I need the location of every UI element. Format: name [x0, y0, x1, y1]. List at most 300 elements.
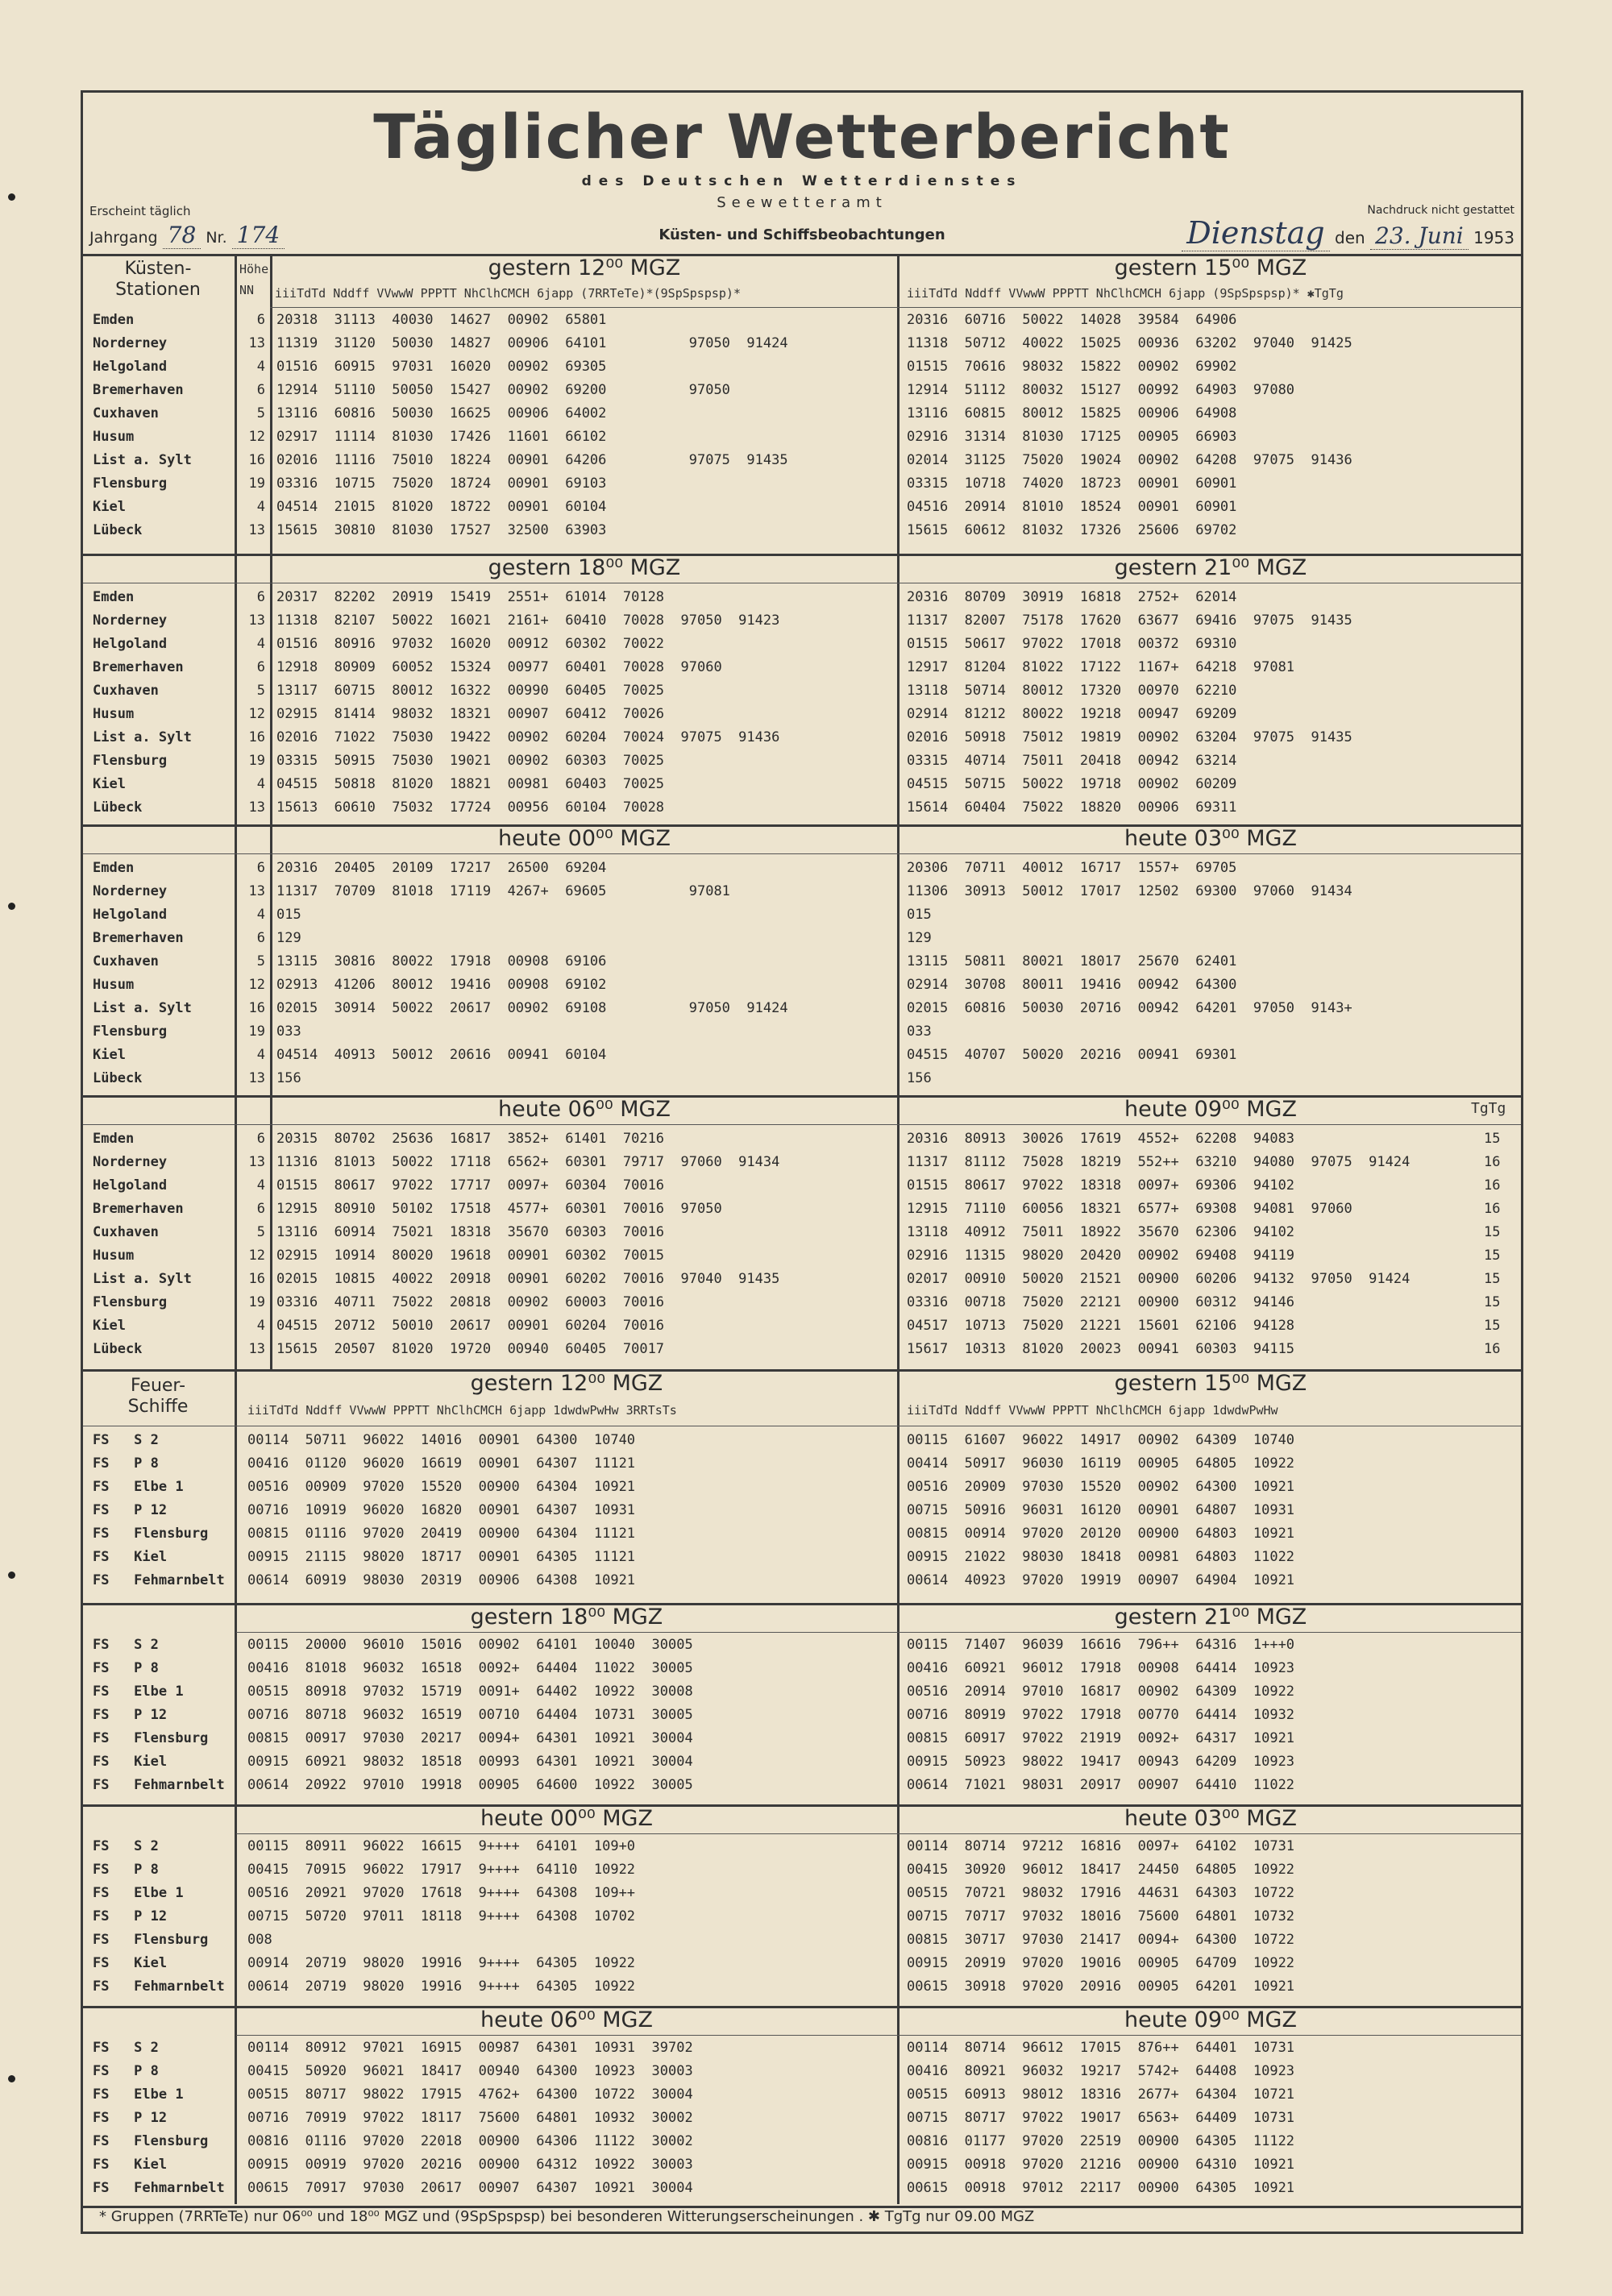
ship-name: FS P 12	[93, 1502, 168, 1518]
station-name: List a. Sylt	[93, 1000, 192, 1016]
height-header: Höhe NN	[239, 262, 269, 297]
tgtg-value: 16	[1484, 1201, 1501, 1217]
tgtg-value: 16	[1484, 1154, 1501, 1170]
station-height: 6	[256, 860, 265, 876]
station-name: Norderney	[93, 883, 168, 899]
observation-row: 00715 50916 96031 16120 00901 64807 10931	[907, 1502, 1295, 1518]
station-name: Flensburg	[93, 1023, 168, 1040]
station-height: 6	[256, 589, 265, 605]
observation-row: 129	[907, 930, 932, 946]
observation-row: 00915 00918 97020 21216 00900 64310 10921	[907, 2157, 1295, 2173]
observation-row: 00914 20719 98020 19916 9++++ 64305 10922	[247, 1955, 636, 1971]
tgtg-value: 15	[1484, 1294, 1501, 1310]
station-height: 12	[248, 429, 265, 445]
ship-name: FS Flensburg	[93, 1730, 209, 1746]
block-title-left: gestern 18⁰⁰ MGZ	[470, 1605, 663, 1630]
observation-row: 13118 50714 80012 17320 00970 62210	[907, 683, 1237, 699]
tgtg-header: TgTg	[1471, 1100, 1506, 1117]
observation-row: 13118 40912 75011 18922 35670 62306 94102	[907, 1224, 1295, 1240]
station-name: Helgoland	[93, 636, 168, 652]
observation-row: 156	[276, 1070, 301, 1086]
report-frame	[81, 90, 1523, 2234]
station-height: 13	[248, 883, 265, 899]
station-height: 16	[248, 1000, 265, 1016]
tgtg-value: 15	[1484, 1271, 1501, 1287]
observation-row: 00915 21115 98020 18717 00901 64305 11121	[247, 1549, 636, 1565]
observation-row: 015	[907, 907, 932, 923]
observation-row: 00614 20922 97010 19918 00905 64600 10922 30005	[247, 1777, 693, 1793]
block-title-right: gestern 15⁰⁰ MGZ	[1114, 255, 1307, 280]
observation-row: 00115 20000 96010 15016 00902 64101 10040 30005	[247, 1637, 693, 1653]
ship-name: FS Flensburg	[93, 1932, 209, 1948]
observation-row: 00416 80921 96032 19217 5742+ 64408 10923	[907, 2063, 1295, 2079]
ships-header: Feuer- Schiffe	[127, 1376, 189, 1417]
column-header-right: iiiTdTd Nddff VVwwW PPPTT NhClhCMCH 6japp 1dwdwPwHw	[907, 1403, 1278, 1418]
station-name: Lübeck	[93, 1070, 143, 1086]
observation-row: 02015 60816 50030 20716 00942 64201 97050 9143+	[907, 1000, 1352, 1016]
ship-name: FS Fehmarnbelt	[93, 1777, 225, 1793]
station-name: Flensburg	[93, 1294, 168, 1310]
observation-row: 00415 50920 96021 18417 00940 64300 10923 30003	[247, 2063, 693, 2079]
observation-row: 02914 30708 80011 19416 00942 64300	[907, 977, 1237, 993]
ship-name: FS P 8	[93, 1862, 159, 1878]
station-name: Kiel	[93, 499, 126, 515]
observation-row: 20318 31113 40030 14627 00902 65801	[276, 312, 607, 328]
observation-row: 00815 01116 97020 20419 00900 64304 11121	[247, 1526, 636, 1542]
ship-name: FS P 8	[93, 1455, 159, 1472]
station-name: Helgoland	[93, 907, 168, 923]
column-rule	[235, 1603, 237, 1804]
station-height: 5	[256, 683, 265, 699]
observation-row: 12914 51112 80032 15127 00992 64903 97080	[907, 382, 1295, 398]
office-name: Seewetteramt	[717, 194, 887, 211]
station-height: 6	[256, 659, 265, 675]
observation-row: 11318 50712 40022 15025 00936 63202 97040 91425	[907, 335, 1352, 351]
column-rule	[235, 1369, 237, 1603]
footnote: * Gruppen (7RRTeTe) nur 06⁰⁰ und 18⁰⁰ MGZ und (9SpSpspsp) bei besonderen Witterungserscheinungen . ✱ TgTg nur 09.00 MGZ	[99, 2208, 1035, 2225]
station-height: 16	[248, 452, 265, 468]
ship-name: FS Elbe 1	[93, 1479, 184, 1495]
ship-name: FS Elbe 1	[93, 2086, 184, 2103]
header-rule	[83, 853, 1521, 854]
observation-row: 033	[276, 1023, 301, 1040]
observation-row: 015	[276, 907, 301, 923]
observation-row: 00416 01120 96020 16619 00901 64307 11121	[247, 1455, 636, 1472]
observation-row: 13116 60815 80012 15825 00906 64908	[907, 405, 1237, 421]
block-title-left: gestern 12⁰⁰ MGZ	[488, 255, 681, 280]
ship-name: FS Flensburg	[93, 1526, 209, 1542]
observation-row: 20316 80913 30026 17619 4552+ 62208 94083	[907, 1131, 1295, 1147]
observation-row: 00715 50720 97011 18118 9++++ 64308 10702	[247, 1908, 636, 1924]
observation-row: 12915 71110 60056 18321 6577+ 69308 94081 97060	[907, 1201, 1352, 1217]
observation-row: 008	[247, 1932, 272, 1948]
observation-row: 04515 20712 50010 20617 00901 60204 70016	[276, 1318, 665, 1334]
observation-row: 00115 61607 96022 14917 00902 64309 10740	[907, 1432, 1295, 1448]
observation-row: 00414 50917 96030 16119 00905 64805 10922	[907, 1455, 1295, 1472]
observation-row: 00615 70917 97030 20617 00907 64307 10921 30004	[247, 2180, 693, 2196]
ship-name: FS Flensburg	[93, 2133, 209, 2149]
observation-row: 02015 30914 50022 20617 00902 69108 97050 91424	[276, 1000, 788, 1016]
observation-row: 00416 60921 96012 17918 00908 64414 10923	[907, 1660, 1295, 1676]
observation-row: 156	[907, 1070, 932, 1086]
observation-row: 04514 40913 50012 20616 00941 60104	[276, 1047, 607, 1063]
observation-row: 03316 10715 75020 18724 00901 69103	[276, 475, 607, 492]
observation-row: 12918 80909 60052 15324 00977 60401 70028 97060	[276, 659, 722, 675]
ship-name: FS P 12	[93, 1908, 168, 1924]
observation-row: 12914 51110 50050 15427 00902 69200 97050	[276, 382, 730, 398]
observation-row: 01516 80916 97032 16020 00912 60302 70022	[276, 636, 665, 652]
station-name: Lübeck	[93, 799, 143, 816]
observation-row: 02014 31125 75020 19024 00902 64208 97075 91436	[907, 452, 1352, 468]
observation-row: 00815 00914 97020 20120 00900 64803 10921	[907, 1526, 1295, 1542]
observation-row: 00515 70721 98032 17916 44631 64303 10722	[907, 1885, 1295, 1901]
observation-row: 03316 00718 75020 22121 00900 60312 94146	[907, 1294, 1295, 1310]
observation-row: 00716 70919 97022 18117 75600 64801 10932 30002	[247, 2110, 693, 2126]
station-height: 6	[256, 1131, 265, 1147]
observation-row: 11316 81013 50022 17118 6562+ 60301 79717 97060 91434	[276, 1154, 780, 1170]
station-name: Flensburg	[93, 475, 168, 492]
observation-row: 033	[907, 1023, 932, 1040]
column-rule	[270, 554, 272, 824]
issue-info	[89, 222, 285, 248]
observation-row: 13116 60816 50030 16625 00906 64002	[276, 405, 607, 421]
observation-row: 00715 80717 97022 19017 6563+ 64409 10731	[907, 2110, 1295, 2126]
station-height: 4	[256, 776, 265, 792]
observation-row: 15614 60404 75022 18820 00906 69311	[907, 799, 1237, 816]
ship-name: FS S 2	[93, 1637, 159, 1653]
block-title-right: heute 03⁰⁰ MGZ	[1124, 826, 1297, 851]
block-title-left: heute 00⁰⁰ MGZ	[480, 1806, 653, 1831]
year-value: 1953	[1473, 228, 1514, 247]
station-height: 4	[256, 1047, 265, 1063]
observation-row: 02016 11116 75010 18224 00901 64206 97075 91435	[276, 452, 788, 468]
header-rule	[236, 1632, 1521, 1633]
station-name: List a. Sylt	[93, 452, 192, 468]
column-rule	[270, 254, 272, 554]
station-name: Kiel	[93, 1318, 126, 1334]
observation-row: 15617 10313 81020 20023 00941 60303 94115	[907, 1341, 1295, 1357]
observation-row: 20316 20405 20109 17217 26500 69204	[276, 860, 607, 876]
observation-row: 01515 50617 97022 17018 00372 69310	[907, 636, 1237, 652]
column-rule	[235, 1095, 237, 1369]
nr-label: Nr.	[206, 229, 227, 247]
block-title-right: heute 03⁰⁰ MGZ	[1124, 1806, 1297, 1831]
column-header-left: iiiTdTd Nddff VVwwW PPPTT NhClhCMCH 6japp (7RRTeTe)*(9SpSpspsp)*	[275, 286, 741, 301]
station-height: 19	[248, 753, 265, 769]
station-name: List a. Sylt	[93, 1271, 192, 1287]
ship-name: FS P 8	[93, 1660, 159, 1676]
station-name: Bremerhaven	[93, 382, 184, 398]
column-rule	[235, 824, 237, 1095]
station-height: 6	[256, 312, 265, 328]
column-rule	[897, 1804, 899, 2006]
observation-row: 00516 00909 97020 15520 00900 64304 10921	[247, 1479, 636, 1495]
observation-row: 00915 00919 97020 20216 00900 64312 10922 30003	[247, 2157, 693, 2173]
observation-row: 00615 00918 97012 22117 00900 64305 10921	[907, 2180, 1295, 2196]
station-name: Norderney	[93, 612, 168, 629]
observation-row: 00115 80911 96022 16615 9++++ 64101 109+0	[247, 1838, 636, 1854]
station-height: 13	[248, 522, 265, 538]
ship-name: FS Kiel	[93, 1549, 168, 1565]
observation-row: 00716 10919 96020 16820 00901 64307 10931	[247, 1502, 636, 1518]
observation-row: 00816 01116 97020 22018 00900 64306 11122 30002	[247, 2133, 693, 2149]
station-height: 6	[256, 382, 265, 398]
observation-row: 04514 21015 81020 18722 00901 60104	[276, 499, 607, 515]
ship-name: FS Kiel	[93, 1955, 168, 1971]
station-height: 16	[248, 1271, 265, 1287]
tgtg-value: 16	[1484, 1341, 1501, 1357]
observation-row: 11317 70709 81018 17119 4267+ 69605 97081	[276, 883, 730, 899]
column-rule	[897, 1369, 899, 1603]
ship-name: FS Elbe 1	[93, 1885, 184, 1901]
observation-row: 03315 50915 75030 19021 00902 60303 70025	[276, 753, 665, 769]
ship-name: FS Kiel	[93, 2157, 168, 2173]
observation-row: 12915 80910 50102 17518 4577+ 60301 70016 97050	[276, 1201, 722, 1217]
station-name: Kiel	[93, 776, 126, 792]
observation-row: 04517 10713 75020 21221 15601 62106 94128	[907, 1318, 1295, 1334]
station-name: Emden	[93, 1131, 135, 1147]
station-height: 4	[256, 359, 265, 375]
observation-row: 129	[276, 930, 301, 946]
observation-row: 15613 60610 75032 17724 00956 60104 70028	[276, 799, 665, 816]
punch-hole	[8, 2075, 15, 2082]
page-title: Täglicher Wetterbericht	[373, 101, 1231, 172]
observation-row: 00815 60917 97022 21919 0092+ 64317 10921	[907, 1730, 1295, 1746]
block-title-right: heute 09⁰⁰ MGZ	[1124, 2007, 1297, 2032]
block-title-left: gestern 18⁰⁰ MGZ	[488, 555, 681, 580]
column-rule	[235, 1804, 237, 2006]
column-rule	[235, 554, 237, 824]
observation-row: 00816 01177 97020 22519 00900 64305 11122	[907, 2133, 1295, 2149]
station-height: 5	[256, 953, 265, 969]
observation-row: 00715 70717 97032 18016 75600 64801 10732	[907, 1908, 1295, 1924]
station-height: 4	[256, 499, 265, 515]
station-height: 16	[248, 729, 265, 745]
station-height: 4	[256, 1318, 265, 1334]
station-name: Norderney	[93, 335, 168, 351]
block-title-right: heute 09⁰⁰ MGZ	[1124, 1097, 1297, 1122]
tgtg-value: 16	[1484, 1177, 1501, 1194]
station-name: Cuxhaven	[93, 683, 159, 699]
observation-row: 01515 70616 98032 15822 00902 69902	[907, 359, 1237, 375]
observation-row: 03316 40711 75022 20818 00902 60003 70016	[276, 1294, 665, 1310]
station-height: 19	[248, 1294, 265, 1310]
column-header-left: iiiTdTd Nddff VVwwW PPPTT NhClhCMCH 6japp 1dwdwPwHw 3RRTsTs	[247, 1403, 677, 1418]
observation-row: 02917 11114 81030 17426 11601 66102	[276, 429, 607, 445]
station-height: 4	[256, 1177, 265, 1194]
observation-row: 00815 30717 97030 21417 0094+ 64300 10722	[907, 1932, 1295, 1948]
observation-row: 00614 71021 98031 20917 00907 64410 11022	[907, 1777, 1295, 1793]
station-name: List a. Sylt	[93, 729, 192, 745]
header-rule	[236, 2035, 1521, 2036]
station-name: Husum	[93, 977, 135, 993]
observation-row: 00615 30918 97020 20916 00905 64201 10921	[907, 1978, 1295, 1995]
observation-row: 11319 31120 50030 14827 00906 64101 97050 91424	[276, 335, 788, 351]
column-rule	[235, 254, 237, 554]
observation-row: 02915 10914 80020 19618 00901 60302 70015	[276, 1248, 665, 1264]
ship-name: FS Elbe 1	[93, 1684, 184, 1700]
header-rule	[236, 1833, 1521, 1834]
station-name: Husum	[93, 429, 135, 445]
punch-hole	[8, 193, 15, 201]
section-title: Küsten- und Schiffsbeobachtungen	[659, 226, 945, 243]
station-name: Emden	[93, 312, 135, 328]
column-header-right: iiiTdTd Nddff VVwwW PPPTT NhClhCMCH 6japp (9SpSpspsp)* ✱TgTg	[907, 286, 1344, 301]
station-name: Cuxhaven	[93, 405, 159, 421]
observation-row: 00516 20914 97010 16817 00902 64309 10922	[907, 1684, 1295, 1700]
observation-row: 00915 60921 98032 18518 00993 64301 10921 30004	[247, 1754, 693, 1770]
ship-name: FS Fehmarnbelt	[93, 1572, 225, 1588]
observation-row: 00415 30920 96012 18417 24450 64805 10922	[907, 1862, 1295, 1878]
observation-row: 02916 31314 81030 17125 00905 66903	[907, 429, 1237, 445]
observation-row: 20316 80709 30919 16818 2752+ 62014	[907, 589, 1237, 605]
station-name: Helgoland	[93, 359, 168, 375]
date-line	[1182, 215, 1514, 251]
observation-row: 00415 70915 96022 17917 9++++ 64110 10922	[247, 1862, 636, 1878]
observation-row: 00716 80718 96032 16519 00710 64404 10731 30005	[247, 1707, 693, 1723]
station-height: 5	[256, 405, 265, 421]
observation-row: 00114 50711 96022 14016 00901 64300 10740	[247, 1432, 636, 1448]
station-height: 13	[248, 335, 265, 351]
station-height: 13	[248, 612, 265, 629]
column-rule	[897, 1603, 899, 1804]
observation-row: 20315 80702 25636 16817 3852+ 61401 70216	[276, 1131, 665, 1147]
nr-value: 174	[232, 222, 285, 249]
observation-row: 00515 80717 98022 17915 4762+ 64300 10722 30004	[247, 2086, 693, 2103]
ship-name: FS S 2	[93, 1838, 159, 1854]
column-rule	[897, 1095, 899, 1369]
station-height: 6	[256, 930, 265, 946]
observation-row: 00915 20919 97020 19016 00905 64709 10922	[907, 1955, 1295, 1971]
station-height: 5	[256, 1224, 265, 1240]
header-rule	[83, 1124, 1521, 1125]
observation-row: 02016 50918 75012 19819 00902 63204 97075 91435	[907, 729, 1352, 745]
observation-row: 00614 60919 98030 20319 00906 64308 10921	[247, 1572, 636, 1588]
station-name: Husum	[93, 706, 135, 722]
observation-row: 15615 20507 81020 19720 00940 60405 70017	[276, 1341, 665, 1357]
observation-row: 13115 30816 80022 17918 00908 69106	[276, 953, 607, 969]
block-title-left: gestern 12⁰⁰ MGZ	[470, 1371, 663, 1396]
ship-name: FS P 8	[93, 2063, 159, 2079]
station-name: Cuxhaven	[93, 1224, 159, 1240]
observation-row: 15615 60612 81032 17326 25606 69702	[907, 522, 1237, 538]
observation-row: 01515 80617 97022 17717 0097+ 60304 70016	[276, 1177, 665, 1194]
station-height: 13	[248, 799, 265, 816]
observation-row: 01516 60915 97031 16020 00902 69305	[276, 359, 607, 375]
weekday: Dienstag	[1182, 215, 1329, 251]
observation-row: 00114 80714 96612 17015 876++ 64401 10731	[907, 2040, 1295, 2056]
observation-row: 03315 40714 75011 20418 00942 63214	[907, 753, 1237, 769]
observation-row: 02914 81212 80022 19218 00947 69209	[907, 706, 1237, 722]
observation-row: 02916 11315 98020 20420 00902 69408 94119	[907, 1248, 1295, 1264]
observation-row: 02016 71022 75030 19422 00902 60204 70024 97075 91436	[276, 729, 780, 745]
observation-row: 04515 50715 50022 19718 00902 60209	[907, 776, 1237, 792]
station-height: 4	[256, 636, 265, 652]
observation-row: 04515 40707 50020 20216 00941 69301	[907, 1047, 1237, 1063]
station-name: Flensburg	[93, 753, 168, 769]
station-height: 19	[248, 475, 265, 492]
observation-row: 11318 82107 50022 16021 2161+ 60410 70028 97050 91423	[276, 612, 780, 629]
ship-name: FS S 2	[93, 1432, 159, 1448]
station-height: 4	[256, 907, 265, 923]
observation-row: 00815 00917 97030 20217 0094+ 64301 10921 30004	[247, 1730, 693, 1746]
observation-row: 00915 50923 98022 19417 00943 64209 10923	[907, 1754, 1295, 1770]
station-height: 13	[248, 1341, 265, 1357]
page-subtitle: des Deutschen Wetterdienstes	[581, 173, 1023, 189]
ship-name: FS P 12	[93, 2110, 168, 2126]
header-rule	[270, 307, 1521, 308]
observation-row: 01515 80617 97022 18318 0097+ 69306 94102	[907, 1177, 1295, 1194]
station-height: 12	[248, 706, 265, 722]
observation-row: 11306 30913 50012 17017 12502 69300 97060 91434	[907, 883, 1352, 899]
observation-row: 02017 00910 50020 21521 00900 60206 94132 97050 91424	[907, 1271, 1410, 1287]
station-name: Bremerhaven	[93, 1201, 184, 1217]
observation-row: 02015 10815 40022 20918 00901 60202 70016 97040 91435	[276, 1271, 780, 1287]
date-value: 23. Juni	[1370, 222, 1469, 250]
ship-name: FS Fehmarnbelt	[93, 2180, 225, 2196]
observation-row: 20317 82202 20919 15419 2551+ 61014 70128	[276, 589, 665, 605]
station-name: Kiel	[93, 1047, 126, 1063]
station-height: 6	[256, 1201, 265, 1217]
block-title-right: gestern 15⁰⁰ MGZ	[1114, 1371, 1307, 1396]
station-height: 13	[248, 1154, 265, 1170]
column-rule	[897, 254, 899, 554]
den-label: den	[1335, 228, 1365, 247]
station-name: Cuxhaven	[93, 953, 159, 969]
ship-name: FS Kiel	[93, 1754, 168, 1770]
column-rule	[897, 554, 899, 824]
ship-name: FS P 12	[93, 1707, 168, 1723]
ship-name: FS Fehmarnbelt	[93, 1978, 225, 1995]
station-name: Emden	[93, 860, 135, 876]
jahrgang-value: 78	[163, 222, 202, 249]
observation-row: 00515 60913 98012 18316 2677+ 64304 10721	[907, 2086, 1295, 2103]
observation-row: 20316 60716 50022 14028 39584 64906	[907, 312, 1237, 328]
punch-hole	[8, 1571, 15, 1579]
station-name: Helgoland	[93, 1177, 168, 1194]
reprint-note: Nachdruck nicht gestattet	[1367, 204, 1514, 217]
observation-row: 02915 81414 98032 18321 00907 60412 70026	[276, 706, 665, 722]
observation-row: 13115 50811 80021 18017 25670 62401	[907, 953, 1237, 969]
observation-row: 20306 70711 40012 16717 1557+ 69705	[907, 860, 1237, 876]
station-height: 13	[248, 1070, 265, 1086]
station-height: 12	[248, 977, 265, 993]
observation-row: 00416 81018 96032 16518 0092+ 64404 11022 30005	[247, 1660, 693, 1676]
ship-name: FS S 2	[93, 2040, 159, 2056]
tgtg-value: 15	[1484, 1318, 1501, 1334]
observation-row: 00516 20909 97030 15520 00902 64300 10921	[907, 1479, 1295, 1495]
observation-row: 00114 80912 97021 16915 00987 64301 10931 39702	[247, 2040, 693, 2056]
tgtg-value: 15	[1484, 1131, 1501, 1147]
observation-row: 00515 80918 97032 15719 0091+ 64402 10922 30008	[247, 1684, 693, 1700]
stations-header: Küsten- Stationen	[115, 259, 201, 300]
observation-row: 12917 81204 81022 17122 1167+ 64218 97081	[907, 659, 1295, 675]
observation-row: 04515 50818 81020 18821 00981 60403 70025	[276, 776, 665, 792]
punch-hole	[8, 903, 15, 910]
observation-row: 00614 40923 97020 19919 00907 64904 10921	[907, 1572, 1295, 1588]
station-height: 19	[248, 1023, 265, 1040]
station-name: Emden	[93, 589, 135, 605]
observation-row: 00915 21022 98030 18418 00981 64803 11022	[907, 1549, 1295, 1565]
tgtg-value: 15	[1484, 1248, 1501, 1264]
station-height: 12	[248, 1248, 265, 1264]
jahrgang-label: Jahrgang	[89, 229, 158, 247]
observation-row: 13116 60914 75021 18318 35670 60303 70016	[276, 1224, 665, 1240]
column-rule	[270, 1095, 272, 1369]
block-title-right: gestern 21⁰⁰ MGZ	[1114, 1605, 1307, 1630]
station-name: Lübeck	[93, 522, 143, 538]
observation-row: 04516 20914 81010 18524 00901 60901	[907, 499, 1237, 515]
